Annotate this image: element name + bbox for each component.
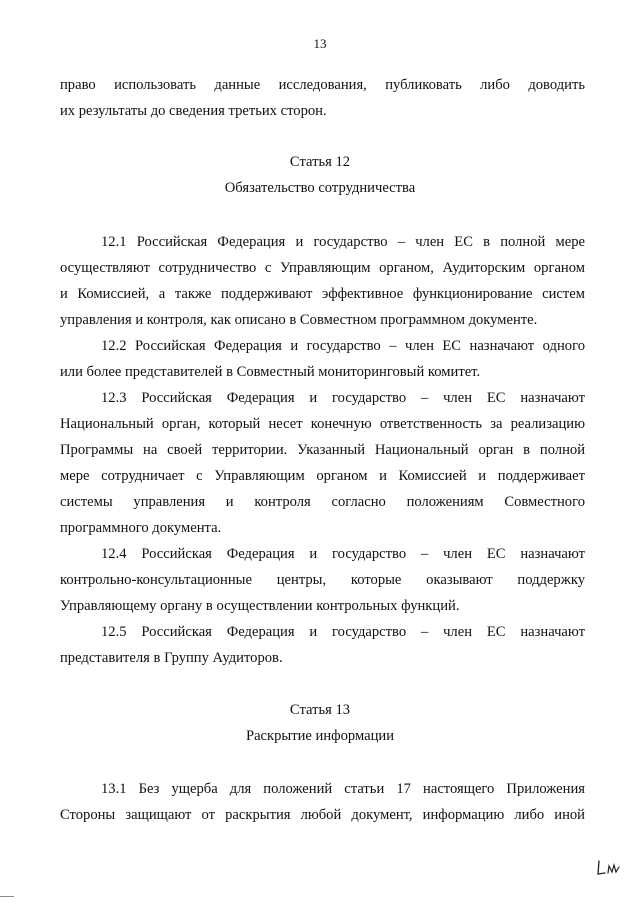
paragraph-12-1-line: управления и контроля, как описано в Совместном программном документе. [60, 312, 538, 328]
paragraph-12-1-line: 12.1 Российская Федерация и государство – член ЕС в полной мере [101, 234, 585, 250]
paragraph-12-5-line: представителя в Группу Аудиторов. [60, 650, 283, 666]
paragraph-12-2-line: 12.2 Российская Федерация и государство – член ЕС назначают одного [101, 338, 585, 354]
article-13-heading: Статья 13 [289, 702, 351, 718]
paragraph-12-4-line: 12.4 Российская Федерация и государство – член ЕС назначают [101, 546, 585, 562]
paragraph-13-1-line: Стороны защищают от раскрытия любой документ, информацию либо иной [60, 807, 585, 823]
paragraph-12-2-line: или более представителей в Совместный мониторинговый комитет. [60, 364, 481, 380]
paragraph-12-4-line: Управляющему органу в осуществлении контрольных функций. [60, 598, 460, 614]
handwritten-initials-signature [596, 858, 622, 878]
paragraph-12-1-line: и Комиссией, а также поддерживают эффективное функционирование систем [60, 286, 585, 302]
paragraph-12-3-line: Национальный орган, который несет конечную ответственность за реализацию [60, 416, 585, 432]
paragraph-12-3-line: программного документа. [60, 520, 222, 536]
text-line: право использовать данные исследования, публиковать либо доводить [60, 77, 585, 93]
scan-edge-mark [0, 896, 14, 899]
article-12-title: Обязательство сотрудничества [224, 180, 416, 196]
paragraph-12-3-line: Программы на своей территории. Указанный Национальный орган в полной [60, 442, 585, 458]
article-12-heading: Статья 12 [289, 154, 351, 170]
paragraph-12-4-line: контрольно-консультационные центры, которые оказывают поддержку [60, 572, 585, 588]
paragraph-12-3-line: 12.3 Российская Федерация и государство – член ЕС назначают [101, 390, 585, 406]
paragraph-12-1-line: осуществляют сотрудничество с Управляющим органом, Аудиторским органом [60, 260, 585, 276]
paragraph-13-1-line: 13.1 Без ущерба для положений статьи 17 настоящего Приложения [101, 781, 585, 797]
article-13-title: Раскрытие информации [245, 728, 395, 744]
page-number: 13 [313, 36, 327, 51]
paragraph-12-5-line: 12.5 Российская Федерация и государство – член ЕС назначают [101, 624, 585, 640]
paragraph-12-3-line: системы управления и контроля согласно положениям Совместного [60, 494, 585, 510]
text-line: их результаты до сведения третьих сторон. [60, 103, 327, 119]
paragraph-12-3-line: мере сотрудничает с Управляющим органом и Комиссией и поддерживает [60, 468, 585, 484]
